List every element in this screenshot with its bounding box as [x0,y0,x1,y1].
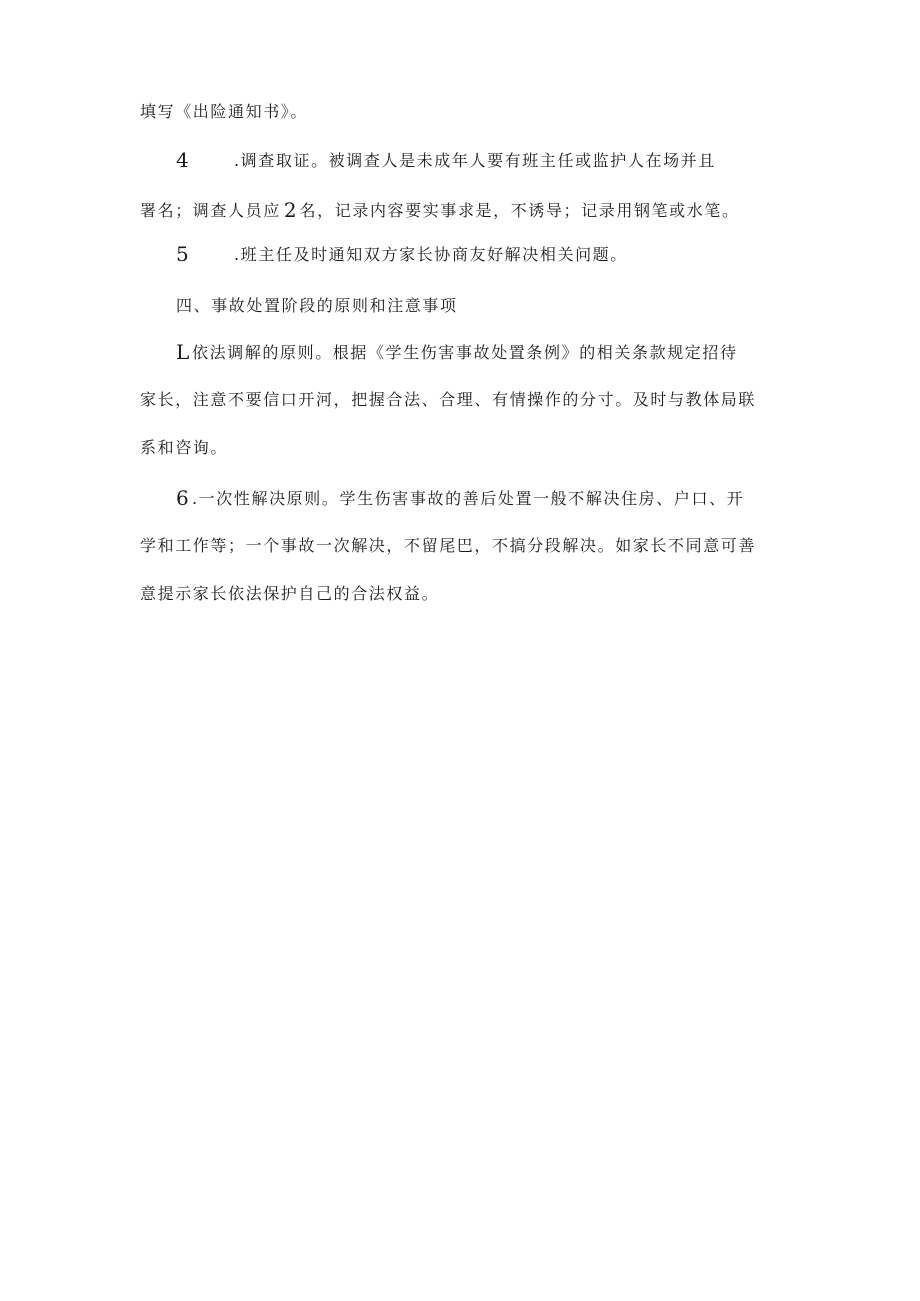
principle-6-line-2 [140,536,756,556]
paragraph-text: 名，记录内容要实事求是，不诱导；记录用钢笔或水笔。 [299,201,740,220]
paragraph-text: 系和咨询。 [140,438,229,457]
section-heading [176,296,458,316]
inline-number: 2 [283,198,297,222]
paragraph-line-3 [140,200,740,221]
list-number: L [176,340,190,364]
paragraph-text: 依法调解的原则。根据《学生伤害事故处置条例》的相关条款规定招待 [192,343,738,362]
list-item-4 [176,150,716,171]
principle-1-line-3 [140,438,228,458]
list-number: 5 [176,242,189,266]
list-number: 4 [176,148,189,172]
paragraph-text: 意提示家长依法保护自己的合法权益。 [140,584,440,603]
list-number: 6 [176,486,189,510]
paragraph-text: .一次性解决原则。学生伤害事故的善后处置一般不解决住房、户口、开 [192,489,745,508]
section-heading-text: 四、事故处置阶段的原则和注意事项 [176,296,458,315]
principle-1-line-1 [176,342,738,363]
list-item-text: .班主任及时通知双方家长协商友好解决相关问题。 [234,245,628,264]
principle-6-line-1 [176,488,744,509]
list-item-5 [176,244,628,265]
principle-6-line-3 [140,584,439,604]
paragraph-line-1 [140,102,308,122]
list-item-text: .调查取证。被调查人是未成年人要有班主任或监护人在场并且 [234,151,716,170]
principle-1-line-2 [140,390,756,410]
paragraph-text: 署名；调查人员应 [140,201,281,220]
paragraph-text: 家长，注意不要信口开河，把握合法、合理、有情操作的分寸。及时与教体局联 [140,390,757,409]
paragraph-text: 学和工作等；一个事故一次解决，不留尾巴，不搞分段解决。如家长不同意可善 [140,536,757,555]
paragraph-text: 填写《出险通知书》。 [140,102,309,121]
